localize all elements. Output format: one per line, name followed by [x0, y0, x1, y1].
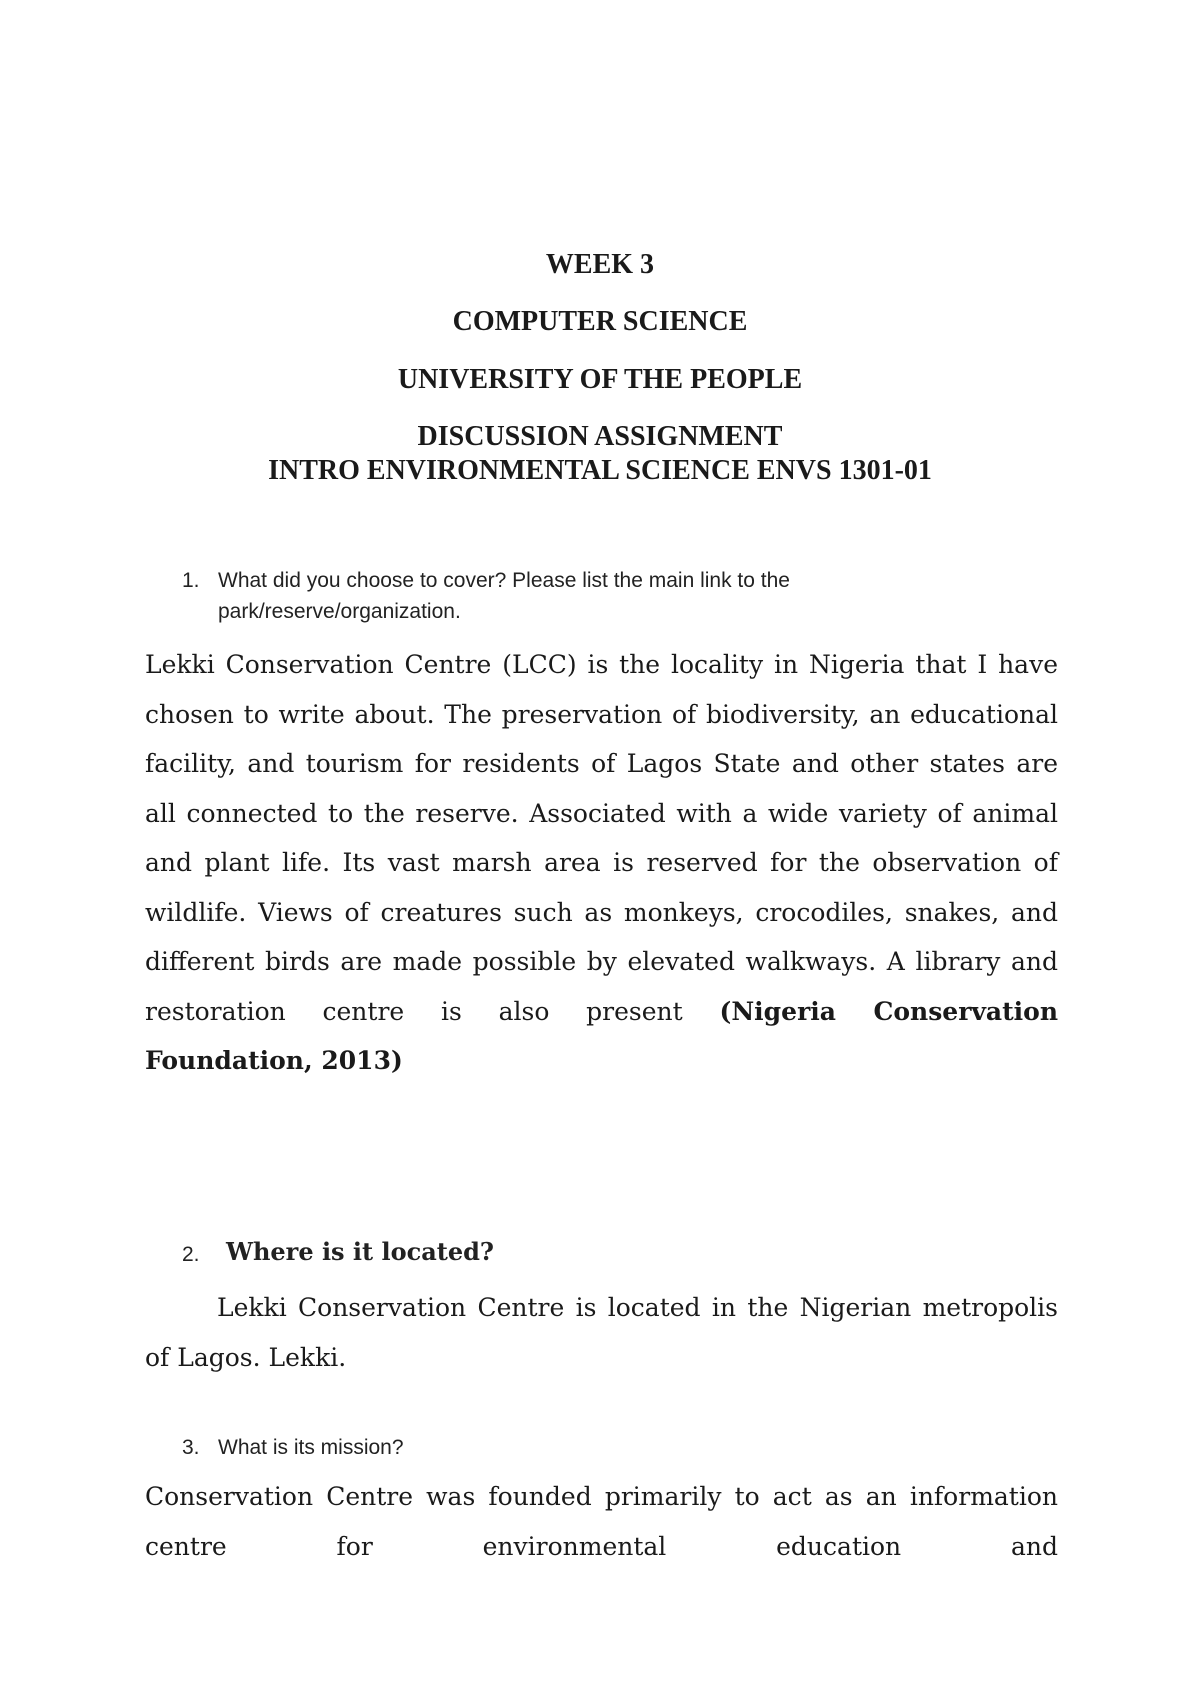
- program-heading: COMPUTER SCIENCE: [452, 306, 748, 337]
- week-heading: WEEK 3: [545, 249, 655, 280]
- question-3: [182, 1432, 882, 1463]
- question-1-text: What did you choose to cover? Please list the main link to the park/reserve/organization.: [218, 569, 790, 623]
- answer-2: Lekki Conservation Centre is located in the Nigerian metropolis of Lagos. Lekki.: [145, 1293, 1058, 1372]
- university-heading: UNIVERSITY OF THE PEOPLE: [397, 364, 803, 395]
- question-3-number: 3.: [182, 1436, 200, 1459]
- answer-1-citation: (Nigeria Conservation Foundation, 2013): [145, 996, 1058, 1075]
- question-2-text: Where is it located?: [226, 1237, 494, 1266]
- answer-3: Conservation Centre was founded primarily to act as an information centre for environmental education and: [145, 1482, 1058, 1561]
- question-1-number: 1.: [182, 569, 200, 592]
- answer-1-text: Lekki Conservation Centre (LCC) is the locality in Nigeria that I have chosen to write about. The preservation of biodiversity, an educational facility, and tourism for residents of Lagos State and other states are all connected to the reserve. Associated with a wide variety of animal and plant life. Its vast marsh area is reserved for the observation of wildlife. Views of creatures such as monkeys, crocodiles, snakes, and different birds are made possible by elevated walkways. A library and restoration centre is also present: [145, 650, 1058, 1026]
- answer-1: [145, 640, 1058, 1086]
- question-1: [182, 565, 882, 627]
- question-2: [182, 1236, 882, 1267]
- assignment-heading: DISCUSSION ASSIGNMENT: [417, 421, 783, 452]
- course-heading: INTRO ENVIRONMENTAL SCIENCE ENVS 1301-01: [268, 455, 932, 486]
- question-3-text: What is its mission?: [218, 1436, 404, 1459]
- question-2-number: 2.: [182, 1243, 200, 1266]
